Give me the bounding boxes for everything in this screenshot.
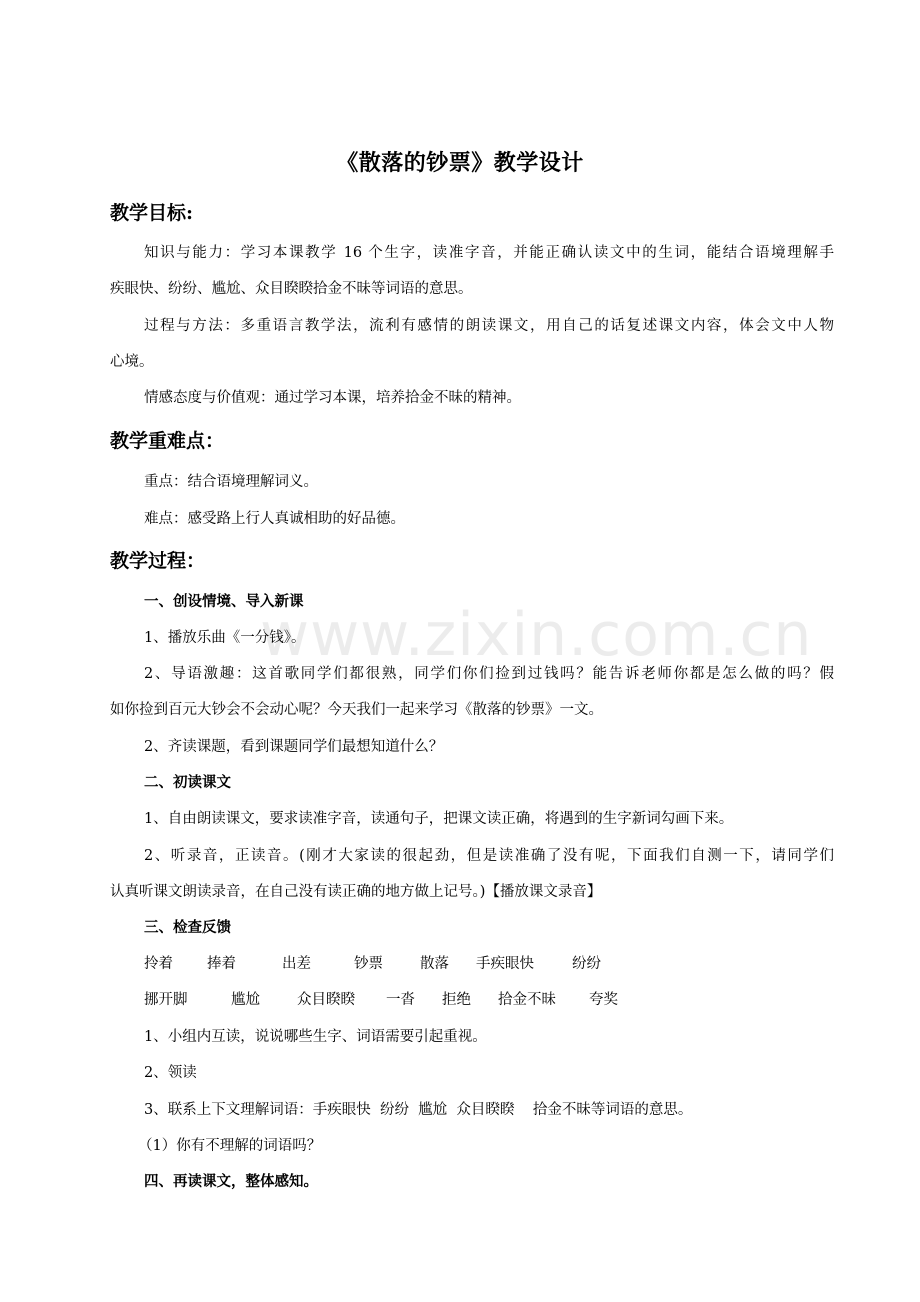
vocab-word: 挪开脚 (144, 992, 188, 1008)
part4-heading: 四、再读课文，整体感知。 (144, 1173, 318, 1190)
goals-p1-line2: 疾眼快、纷纷、尴尬、众目睽睽拾金不昧等词语的意思。 (110, 281, 473, 297)
watermark: www.zixin.com.cn (260, 600, 813, 670)
part1-item1: 1、播放乐曲《一分钱》。 (144, 630, 306, 646)
part3-item1: 1、小组内互读，说说哪些生字、词语需要引起重视。 (144, 1029, 487, 1045)
vocab-word: 纷纷 (572, 956, 601, 972)
vocab-word: 散落 (420, 956, 449, 972)
goals-heading: 教学目标: (110, 202, 194, 224)
vocab-word: 钞票 (354, 956, 383, 972)
part2-item2-line1: 2、听录音，正读音。(刚才大家读的很起劲，但是读准确了没有呢，下面我们自测一下，请同学们 (144, 848, 834, 864)
part3-heading: 三、检查反馈 (144, 919, 231, 936)
vocab-word: 捧着 (207, 956, 236, 972)
difficult-point: 难点：感受路上行人真诚相助的好品德。 (144, 511, 405, 527)
key-points-heading: 教学重难点： (110, 430, 225, 452)
part3-item3-sub: （1）你有不理解的词语吗？ (138, 1138, 322, 1154)
goals-p3: 情感态度与价值观：通过学习本课，培养拾金不昧的精神。 (144, 390, 521, 406)
part1-item3: 2、齐读课题，看到课题同学们最想知道什么？ (144, 739, 444, 755)
part2-heading: 二、初读课文 (144, 774, 231, 791)
vocab-word: 拾金不昧 (498, 992, 556, 1008)
part2-item1: 1、自由朗读课文，要求读准字音，读通句子，把课文读正确，将遇到的生字新词勾画下来。 (144, 811, 734, 827)
document-title: 《散落的钞票》教学设计 (336, 150, 584, 176)
vocab-word: 出差 (282, 956, 311, 972)
vocab-word: 尴尬 (231, 992, 260, 1008)
part3-item2: 2、领读 (144, 1065, 197, 1081)
part3-item3: 3、联系上下文理解词语：手疾眼快 纷纷 尴尬 众目睽睽 拾金不昧等词语的意思。 (144, 1102, 693, 1118)
vocab-word: 众目睽睽 (297, 992, 355, 1008)
goals-p2-line1: 过程与方法：多重语言教学法，流利有感情的朗读课文，用自己的话复述课文内容，体会文中人物 (144, 318, 834, 334)
process-heading: 教学过程： (110, 550, 206, 572)
goals-p2-line2: 心境。 (110, 354, 154, 370)
part2-item2-line2: 认真听课文朗读录音，在自己没有读正确的地方做上记号。)【播放课文录音】 (110, 884, 602, 900)
goals-p1-line1: 知识与能力：学习本课教学 16 个生字，读准字音，并能正确认读文中的生词，能结合语境理解手 (144, 245, 834, 261)
vocab-word: 一沓 (386, 992, 415, 1008)
vocab-word: 拒绝 (442, 992, 471, 1008)
vocab-word: 夸奖 (589, 992, 618, 1008)
key-point: 重点：结合语境理解词义。 (144, 474, 318, 490)
part1-heading: 一、创设情境、导入新课 (144, 593, 304, 610)
part1-item2-line1: 2、导语激趣：这首歌同学们都很熟，同学们你们捡到过钱吗？能告诉老师你都是怎么做的吗？假 (144, 666, 834, 682)
part1-item2-line2: 如你捡到百元大钞会不会动心呢？今天我们一起来学习《散落的钞票》一文。 (110, 702, 603, 718)
vocab-word: 手疾眼快 (476, 956, 534, 972)
vocab-word: 拎着 (144, 956, 173, 972)
